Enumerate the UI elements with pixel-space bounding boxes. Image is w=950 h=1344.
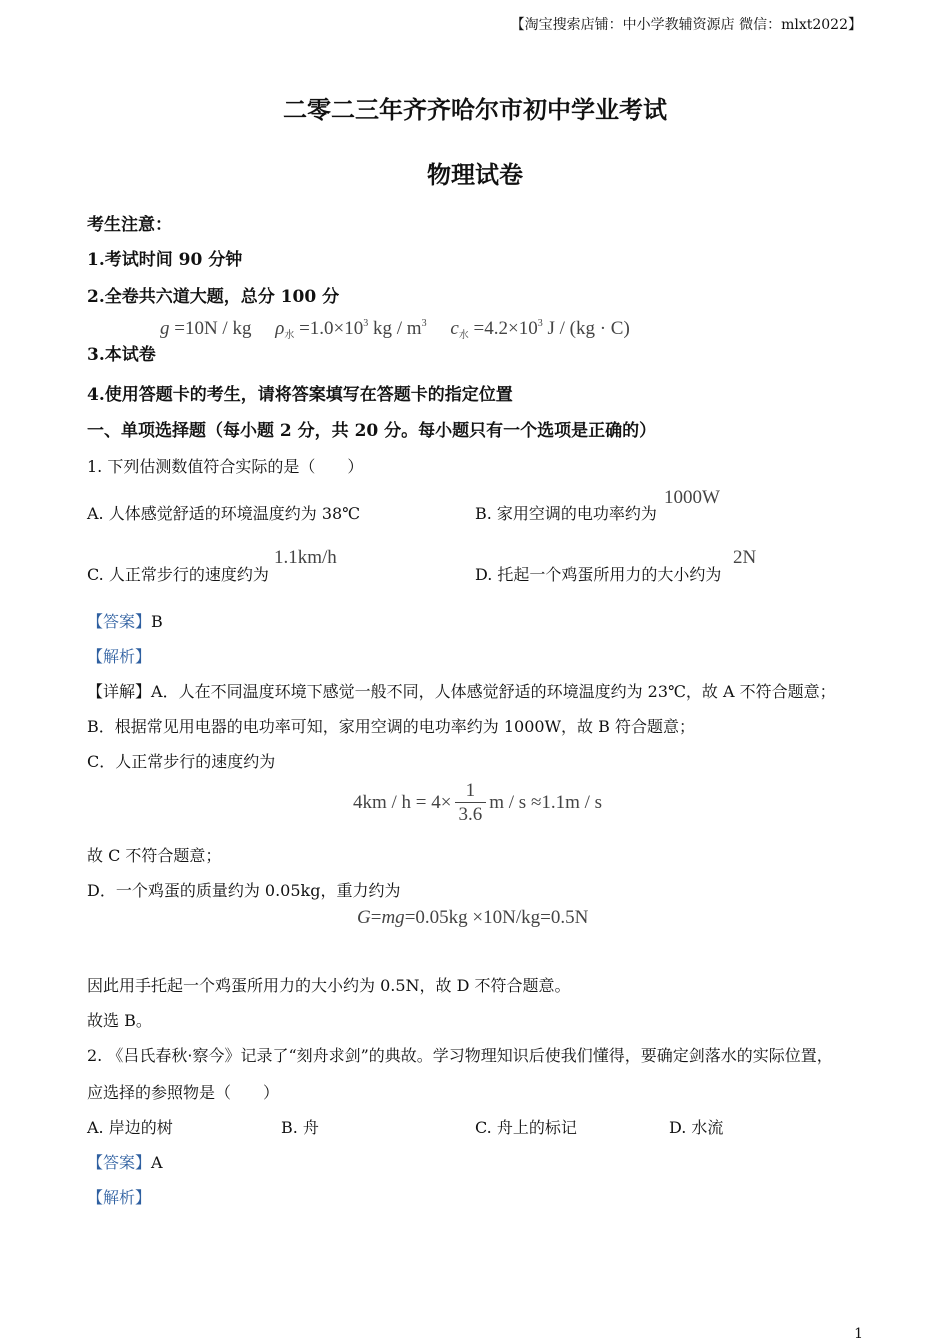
q2-option-c: C. 舟上的标记 xyxy=(475,1118,577,1137)
q1-option-c-value: 1.1km/h xyxy=(274,547,337,568)
eq2-mg: mg xyxy=(381,907,405,928)
page-title: 二零二三年齐齐哈尔市初中学业考试 xyxy=(283,95,667,124)
speed-conversion-equation xyxy=(353,780,602,827)
gravity-equation xyxy=(357,907,588,929)
q2-answer-value: A xyxy=(151,1153,163,1172)
c-exponent: 3 xyxy=(537,318,543,329)
eq1-numerator: 1 xyxy=(455,780,487,803)
q1-stem: 1. 下列估测数值符合实际的是（ ） xyxy=(87,457,364,476)
rho-unit: kg / m xyxy=(373,318,422,339)
rho-exponent: 3 xyxy=(363,318,369,329)
constants-formula xyxy=(160,318,630,341)
q2-answer-tag: 【答案】 xyxy=(87,1153,152,1172)
detail-line-a: A．人在不同温度环境下感觉一般不同，人体感觉舒适的环境温度约为 23℃，故 A 不符合题意； xyxy=(151,682,836,701)
q1-detail-c-conclusion: 故 C 不符合题意； xyxy=(87,846,222,865)
page-number: 1 xyxy=(854,1326,863,1342)
c-subscript: 水 xyxy=(458,330,469,341)
q1-detail-d: D．一个鸡蛋的质量约为 0.05kg，重力约为 xyxy=(87,881,401,900)
eq1-right: m / s ≈1.1m / s xyxy=(489,791,603,813)
eq1-denominator: 3.6 xyxy=(458,804,483,825)
q1-analysis-tag: 【解析】 xyxy=(87,647,152,666)
answer-value: B xyxy=(151,612,163,631)
q2-stem-line2: 应选择的参照物是（ ） xyxy=(87,1083,280,1102)
q1-option-b: B. 家用空调的电功率约为 xyxy=(475,504,657,523)
answer-tag: 【答案】 xyxy=(87,612,152,631)
rho-value: =1.0×10 xyxy=(299,318,364,339)
q1-option-a: A. 人体感觉舒适的环境温度约为 38℃ xyxy=(87,504,361,523)
page-subtitle: 物理试卷 xyxy=(427,160,523,189)
q2-option-b: B. 舟 xyxy=(281,1118,319,1137)
q1-detail-d-conclusion: 因此用手托起一个鸡蛋所用力的大小约为 0.5N，故 D 不符合题意。 xyxy=(87,976,571,995)
eq1-left: 4km / h = 4× xyxy=(353,791,452,813)
q1-detail-b: B．根据常见用电器的电功率可知，家用空调的电功率约为 1000W，故 B 符合题意； xyxy=(87,717,695,736)
header-note: 【淘宝搜索店铺：中小学教辅资源店 微信：mlxt2022】 xyxy=(510,17,862,33)
eq2-rest: =0.05kg ×10N/kg=0.5N xyxy=(404,907,589,928)
eq2-g: G xyxy=(357,907,371,928)
eq1-fraction xyxy=(455,780,487,827)
notice-item-4: 4.使用答题卡的考生，请将答案填写在答题卡的指定位置 xyxy=(87,385,513,405)
g-symbol: g xyxy=(160,318,170,339)
c-value: =4.2×10 xyxy=(473,318,538,339)
q1-option-d-value: 2N xyxy=(733,547,757,568)
section-heading: 一、单项选择题（每小题 2 分，共 20 分。每小题只有一个选项是正确的） xyxy=(87,421,657,441)
q2-option-d: D. 水流 xyxy=(669,1118,724,1137)
q2-answer xyxy=(87,1150,163,1173)
q1-option-c: C. 人正常步行的速度约为 xyxy=(87,565,269,584)
q1-detail-c: C．人正常步行的速度约为 xyxy=(87,752,276,771)
notice-item-1: 1.考试时间 90 分钟 xyxy=(87,250,243,270)
rho-subscript: 水 xyxy=(284,330,295,341)
notice-heading: 考生注意： xyxy=(87,215,172,235)
detail-tag: 【详解】 xyxy=(87,682,152,701)
q1-answer xyxy=(87,609,163,632)
q1-option-d: D. 托起一个鸡蛋所用力的大小约为 xyxy=(475,565,722,584)
q1-option-b-value: 1000W xyxy=(664,487,720,508)
q2-stem-line1: 2. 《吕氏春秋·察今》记录了“刻舟求剑”的典故。学习物理知识后使我们懂得，要确定剑落水的实际位置， xyxy=(87,1046,833,1065)
c-unit: J / (kg · C) xyxy=(547,318,630,339)
eq2-equals: = xyxy=(370,907,382,928)
q2-option-a: A. 岸边的树 xyxy=(87,1118,173,1137)
c-symbol: c xyxy=(450,318,459,339)
g-value: =10N / kg xyxy=(174,318,252,339)
q2-analysis-tag: 【解析】 xyxy=(87,1188,152,1207)
notice-item-3: 3.本试卷 xyxy=(87,345,156,365)
q1-final-choice: 故选 B。 xyxy=(87,1011,152,1030)
q1-detail-a xyxy=(87,679,836,702)
rho-unit-exponent: 3 xyxy=(421,318,427,329)
notice-item-2: 2.全卷共六道大题，总分 100 分 xyxy=(87,287,340,307)
rho-symbol: ρ xyxy=(275,318,285,339)
